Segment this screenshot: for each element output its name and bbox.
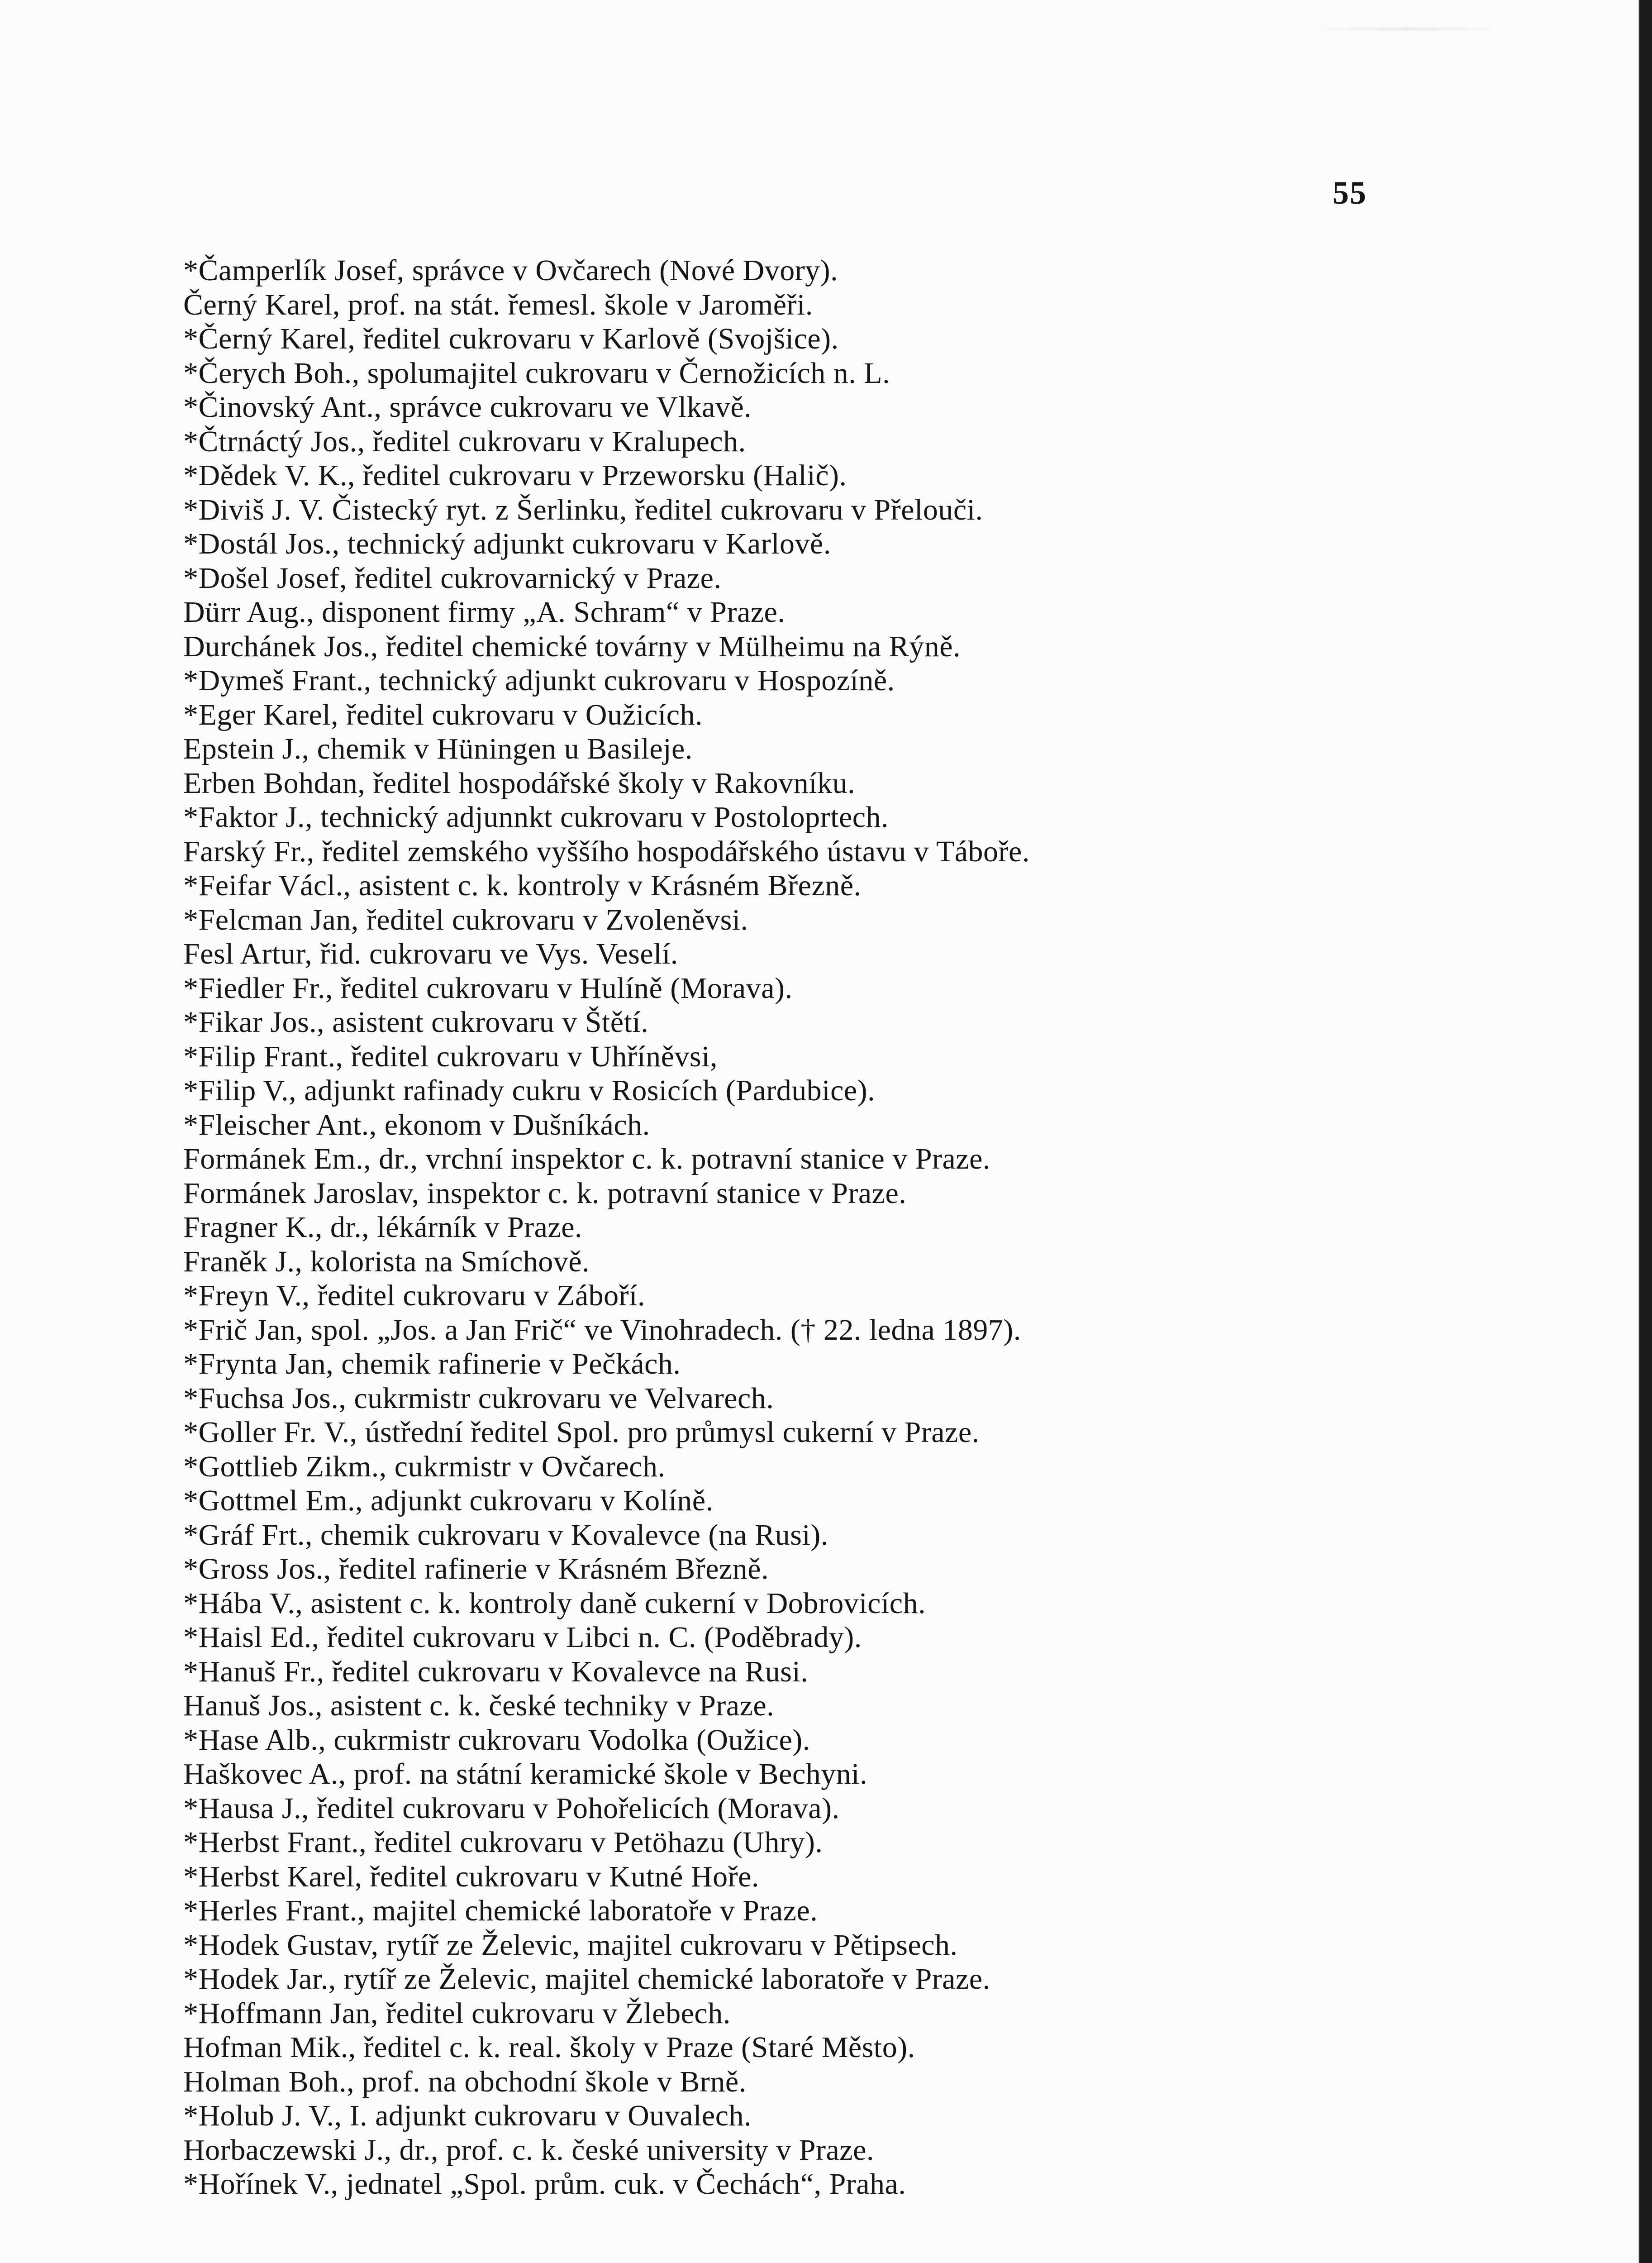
list-item: *Herles Frant., majitel chemické laboratoře v Praze.: [183, 1894, 818, 1927]
list-item: *Filip V., adjunkt rafinady cukru v Rosicích (Pardubice).: [183, 1074, 876, 1107]
list-item: *Holub J. V., I. adjunkt cukrovaru v Ouvalech.: [183, 2099, 752, 2132]
list-item: Formánek Jaroslav, inspektor c. k. potravní stanice v Praze.: [183, 1176, 907, 1210]
list-item: *Čtrnáctý Jos., ředitel cukrovaru v Kralupech.: [183, 425, 746, 458]
list-item: *Hořínek V., jednatel „Spol. prům. cuk. v Čechách“, Praha.: [183, 2168, 906, 2201]
list-item: *Černý Karel, ředitel cukrovaru v Karlově (Svojšice).: [183, 322, 839, 355]
list-item: *Feifar Václ., asistent c. k. kontroly v Krásném Březně.: [183, 869, 862, 902]
list-item: *Hanuš Fr., ředitel cukrovaru v Kovalevce na Rusi.: [183, 1655, 809, 1688]
list-item: *Fleischer Ant., ekonom v Dušníkách.: [183, 1108, 650, 1141]
list-item: *Hoffmann Jan, ředitel cukrovaru v Žlebech.: [183, 1996, 731, 2030]
list-item: *Felcman Jan, ředitel cukrovaru v Zvoleněvsi.: [183, 903, 748, 936]
list-item: *Gross Jos., ředitel rafinerie v Krásném Březně.: [183, 1552, 769, 1585]
list-item: *Freyn V., ředitel cukrovaru v Záboří.: [183, 1279, 645, 1312]
list-item: *Haisl Ed., ředitel cukrovaru v Libci n. C. (Poděbrady).: [183, 1621, 862, 1654]
list-item: *Goller Fr. V., ústřední ředitel Spol. pro průmysl cukerní v Praze.: [183, 1416, 980, 1449]
list-item: *Hausa J., ředitel cukrovaru v Pohořelicích (Morava).: [183, 1791, 840, 1825]
list-item: *Frič Jan, spol. „Jos. a Jan Frič“ ve Vinohradech. († 22. ledna 1897).: [183, 1313, 1021, 1346]
list-item: *Hába V., asistent c. k. kontroly daně cukerní v Dobrovicích.: [183, 1586, 926, 1620]
list-item: *Čerych Boh., spolumajitel cukrovaru v Černožicích n. L.: [183, 356, 890, 390]
list-item: Hanuš Jos., asistent c. k. české techniky v Praze.: [183, 1689, 775, 1722]
list-item: Formánek Em., dr., vrchní inspektor c. k. potravní stanice v Praze.: [183, 1142, 990, 1175]
list-item: *Diviš J. V. Čistecký ryt. z Šerlinku, ředitel cukrovaru v Přelouči.: [183, 493, 983, 526]
list-item: *Fiedler Fr., ředitel cukrovaru v Hulíně (Morava).: [183, 971, 793, 1005]
list-item: *Hodek Gustav, rytíř ze Želevic, majitel cukrovaru v Pětipsech.: [183, 1928, 958, 1962]
list-item: *Čamperlík Josef, správce v Ovčarech (Nové Dvory).: [183, 254, 838, 287]
list-item: Erben Bohdan, ředitel hospodářské školy v Rakovníku.: [183, 766, 856, 800]
list-item: *Frynta Jan, chemik rafinerie v Pečkách.: [183, 1347, 681, 1380]
list-item: Fesl Artur, řid. cukrovaru ve Vys. Veselí.: [183, 937, 678, 970]
list-item: *Faktor J., technický adjunnkt cukrovaru v Postoloprtech.: [183, 801, 889, 834]
list-item: *Hase Alb., cukrmistr cukrovaru Vodolka (Oužice).: [183, 1723, 810, 1757]
list-item: *Došel Josef, ředitel cukrovarnický v Praze.: [183, 561, 722, 595]
list-item: Černý Karel, prof. na stát. řemesl. škole v Jaroměři.: [183, 288, 813, 321]
list-item: Farský Fr., ředitel zemského vyššího hospodářského ústavu v Táboře.: [183, 835, 1030, 868]
list-item: Haškovec A., prof. na státní keramické škole v Bechyni.: [183, 1757, 868, 1790]
list-item: *Gottmel Em., adjunkt cukrovaru v Kolíně.: [183, 1484, 714, 1517]
list-item: *Dymeš Frant., technický adjunkt cukrovaru v Hospozíně.: [183, 664, 895, 697]
paper-smudge: [1312, 27, 1502, 31]
list-item: *Dostál Jos., technický adjunkt cukrovaru v Karlově.: [183, 527, 831, 560]
list-item: Horbaczewski J., dr., prof. c. k. české university v Praze.: [183, 2133, 874, 2167]
list-item: *Hodek Jar., rytíř ze Želevic, majitel chemické laboratoře v Praze.: [183, 1962, 990, 1996]
list-item: Franěk J., kolorista na Smíchově.: [183, 1245, 590, 1278]
list-item: Durchánek Jos., ředitel chemické továrny v Mülheimu na Rýně.: [183, 630, 961, 663]
list-item: Dürr Aug., disponent firmy „A. Schram“ v Praze.: [183, 596, 786, 629]
member-list: [183, 253, 1523, 2201]
list-item: Fragner K., dr., lékárník v Praze.: [183, 1211, 583, 1244]
list-item: *Fikar Jos., asistent cukrovaru v Štětí.: [183, 1006, 649, 1039]
list-item: Epstein J., chemik v Hüningen u Basileje.: [183, 732, 693, 765]
list-item: *Fuchsa Jos., cukrmistr cukrovaru ve Velvarech.: [183, 1381, 774, 1415]
list-item: Holman Boh., prof. na obchodní škole v Brně.: [183, 2065, 747, 2098]
list-item: Hofman Mik., ředitel c. k. real. školy v Praze (Staré Město).: [183, 2031, 915, 2064]
list-item: *Činovský Ant., správce cukrovaru ve Vlkavě.: [183, 391, 752, 424]
list-item: *Herbst Frant., ředitel cukrovaru v Petöhazu (Uhry).: [183, 1826, 823, 1859]
list-item: *Gráf Frt., chemik cukrovaru v Kovalevce (na Rusi).: [183, 1518, 828, 1552]
list-item: *Herbst Karel, ředitel cukrovaru v Kutné Hoře.: [183, 1860, 759, 1893]
list-item: *Dědek V. K., ředitel cukrovaru v Przeworsku (Halič).: [183, 459, 847, 492]
page-number: 55: [1333, 175, 1367, 211]
list-item: *Eger Karel, ředitel cukrovaru v Oužicích.: [183, 698, 703, 731]
list-item: *Gottlieb Zikm., cukrmistr v Ovčarech.: [183, 1450, 666, 1483]
list-item: *Filip Frant., ředitel cukrovaru v Uhříněvsi,: [183, 1040, 718, 1073]
